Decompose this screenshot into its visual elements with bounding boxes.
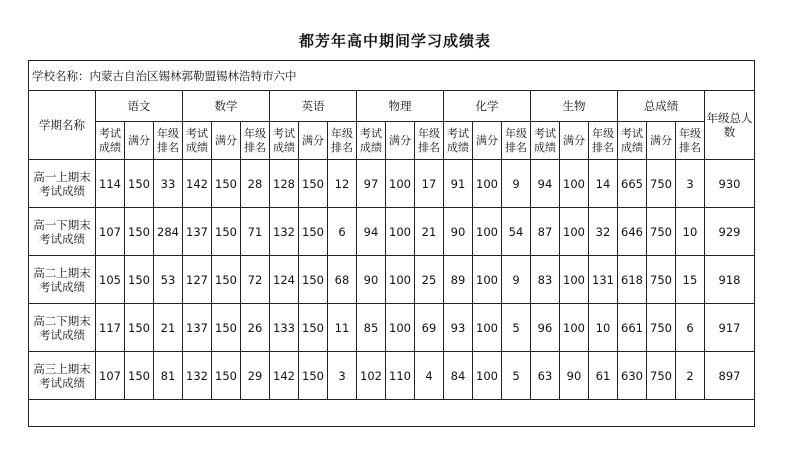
score-cell: 150 <box>299 256 328 304</box>
score-cell: 107 <box>96 352 125 400</box>
score-cell: 11 <box>328 304 357 352</box>
term-cell: 高一下期末考试成绩 <box>29 208 96 256</box>
score-cell: 132 <box>183 352 212 400</box>
score-cell: 100 <box>386 208 415 256</box>
score-cell: 618 <box>618 256 647 304</box>
score-cell: 84 <box>444 352 473 400</box>
grade-total-cell: 897 <box>705 352 755 400</box>
score-cell: 53 <box>154 256 183 304</box>
table-row <box>29 208 755 256</box>
score-cell: 117 <box>96 304 125 352</box>
subheader: 满分 <box>386 122 415 160</box>
score-cell: 131 <box>589 256 618 304</box>
subheader: 考试成绩 <box>183 122 212 160</box>
score-cell: 10 <box>589 304 618 352</box>
score-cell: 150 <box>125 256 154 304</box>
score-cell: 2 <box>676 352 705 400</box>
score-cell: 750 <box>647 160 676 208</box>
score-cell: 100 <box>560 304 589 352</box>
score-cell: 85 <box>357 304 386 352</box>
score-cell: 90 <box>444 208 473 256</box>
score-cell: 150 <box>212 352 241 400</box>
subject-header: 化学 <box>444 91 531 122</box>
score-cell: 68 <box>328 256 357 304</box>
score-cell: 9 <box>502 256 531 304</box>
score-cell: 100 <box>473 256 502 304</box>
score-cell: 100 <box>473 208 502 256</box>
score-cell: 25 <box>415 256 444 304</box>
score-cell: 630 <box>618 352 647 400</box>
subheader: 考试成绩 <box>357 122 386 160</box>
score-cell: 4 <box>415 352 444 400</box>
score-cell: 3 <box>676 160 705 208</box>
subheader: 满分 <box>560 122 589 160</box>
score-cell: 21 <box>415 208 444 256</box>
subheader: 满分 <box>212 122 241 160</box>
table-row <box>29 256 755 304</box>
score-cell: 750 <box>647 352 676 400</box>
score-cell: 61 <box>589 352 618 400</box>
subheader: 年级排名 <box>676 122 705 160</box>
score-cell: 26 <box>241 304 270 352</box>
subheader: 年级排名 <box>502 122 531 160</box>
score-cell: 127 <box>183 256 212 304</box>
table-row <box>29 160 755 208</box>
score-cell: 100 <box>473 304 502 352</box>
score-cell: 150 <box>299 352 328 400</box>
score-cell: 133 <box>270 304 299 352</box>
score-cell: 114 <box>96 160 125 208</box>
score-cell: 93 <box>444 304 473 352</box>
score-cell: 150 <box>125 160 154 208</box>
score-cell: 128 <box>270 160 299 208</box>
grade-total-cell: 929 <box>705 208 755 256</box>
score-cell: 150 <box>212 256 241 304</box>
subject-header: 物理 <box>357 91 444 122</box>
score-cell: 150 <box>299 208 328 256</box>
score-cell: 32 <box>589 208 618 256</box>
score-cell: 665 <box>618 160 647 208</box>
score-cell: 15 <box>676 256 705 304</box>
subheader: 满分 <box>125 122 154 160</box>
score-cell: 137 <box>183 208 212 256</box>
score-cell: 750 <box>647 208 676 256</box>
subheader: 考试成绩 <box>531 122 560 160</box>
score-cell: 100 <box>386 160 415 208</box>
term-cell: 高二下期末考试成绩 <box>29 304 96 352</box>
subheader: 考试成绩 <box>96 122 125 160</box>
score-cell: 102 <box>357 352 386 400</box>
score-cell: 14 <box>589 160 618 208</box>
subheader: 年级排名 <box>154 122 183 160</box>
score-cell: 150 <box>299 304 328 352</box>
grades-table <box>28 60 755 427</box>
score-cell: 96 <box>531 304 560 352</box>
subheader: 年级排名 <box>589 122 618 160</box>
score-cell: 17 <box>415 160 444 208</box>
score-cell: 142 <box>183 160 212 208</box>
subject-header: 数学 <box>183 91 270 122</box>
score-cell: 87 <box>531 208 560 256</box>
score-cell: 150 <box>212 160 241 208</box>
score-cell: 71 <box>241 208 270 256</box>
score-cell: 150 <box>299 160 328 208</box>
table-row <box>29 352 755 400</box>
page-title: 都芳年高中期间学习成绩表 <box>298 32 491 50</box>
term-cell: 高一上期末考试成绩 <box>29 160 96 208</box>
score-cell: 6 <box>328 208 357 256</box>
score-cell: 100 <box>386 256 415 304</box>
score-cell: 150 <box>125 352 154 400</box>
score-cell: 150 <box>212 208 241 256</box>
score-cell: 150 <box>125 208 154 256</box>
score-cell: 72 <box>241 256 270 304</box>
score-cell: 6 <box>676 304 705 352</box>
subheader: 满分 <box>473 122 502 160</box>
score-cell: 81 <box>154 352 183 400</box>
subheader: 考试成绩 <box>618 122 647 160</box>
grade-total-cell: 930 <box>705 160 755 208</box>
term-cell: 高二上期末考试成绩 <box>29 256 96 304</box>
score-cell: 69 <box>415 304 444 352</box>
subheader: 年级排名 <box>328 122 357 160</box>
score-cell: 150 <box>212 304 241 352</box>
score-cell: 100 <box>386 304 415 352</box>
subheader: 考试成绩 <box>270 122 299 160</box>
score-cell: 100 <box>473 160 502 208</box>
school-name: 学校名称：内蒙古自治区锡林郭勒盟锡林浩特市六中 <box>29 61 755 91</box>
grade-total-cell: 917 <box>705 304 755 352</box>
score-cell: 284 <box>154 208 183 256</box>
score-cell: 21 <box>154 304 183 352</box>
score-cell: 5 <box>502 352 531 400</box>
score-cell: 142 <box>270 352 299 400</box>
table-row <box>29 304 755 352</box>
subheader: 满分 <box>647 122 676 160</box>
score-cell: 100 <box>560 208 589 256</box>
score-cell: 10 <box>676 208 705 256</box>
score-cell: 750 <box>647 256 676 304</box>
score-cell: 94 <box>357 208 386 256</box>
subheader: 年级排名 <box>241 122 270 160</box>
grade-total-header: 年级总人数 <box>705 91 755 160</box>
score-cell: 90 <box>560 352 589 400</box>
blank-row <box>29 400 755 427</box>
subject-header: 生物 <box>531 91 618 122</box>
score-cell: 124 <box>270 256 299 304</box>
score-cell: 83 <box>531 256 560 304</box>
score-cell: 5 <box>502 304 531 352</box>
term-cell: 高三上期末考试成绩 <box>29 352 96 400</box>
score-cell: 63 <box>531 352 560 400</box>
score-cell: 89 <box>444 256 473 304</box>
score-cell: 54 <box>502 208 531 256</box>
score-cell: 97 <box>357 160 386 208</box>
score-cell: 28 <box>241 160 270 208</box>
subheader: 满分 <box>299 122 328 160</box>
score-cell: 110 <box>386 352 415 400</box>
term-header: 学期名称 <box>29 91 96 160</box>
subheader: 考试成绩 <box>444 122 473 160</box>
score-cell: 91 <box>444 160 473 208</box>
score-cell: 9 <box>502 160 531 208</box>
score-cell: 90 <box>357 256 386 304</box>
subject-header: 总成绩 <box>618 91 705 122</box>
score-cell: 132 <box>270 208 299 256</box>
score-cell: 750 <box>647 304 676 352</box>
subject-header: 语文 <box>96 91 183 122</box>
score-cell: 646 <box>618 208 647 256</box>
score-cell: 3 <box>328 352 357 400</box>
score-cell: 29 <box>241 352 270 400</box>
score-cell: 107 <box>96 208 125 256</box>
subject-header: 英语 <box>270 91 357 122</box>
score-cell: 137 <box>183 304 212 352</box>
score-cell: 150 <box>125 304 154 352</box>
score-cell: 100 <box>560 160 589 208</box>
score-cell: 94 <box>531 160 560 208</box>
grade-total-cell: 918 <box>705 256 755 304</box>
score-cell: 33 <box>154 160 183 208</box>
score-cell: 12 <box>328 160 357 208</box>
score-cell: 105 <box>96 256 125 304</box>
score-cell: 661 <box>618 304 647 352</box>
score-cell: 100 <box>473 352 502 400</box>
score-cell: 100 <box>560 256 589 304</box>
subheader: 年级排名 <box>415 122 444 160</box>
